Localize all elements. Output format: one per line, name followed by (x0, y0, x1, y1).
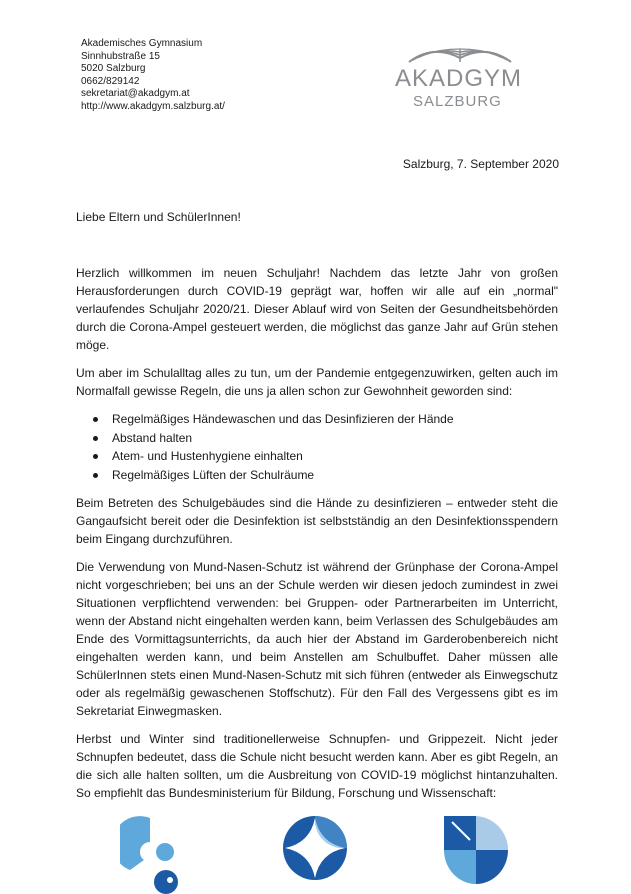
list-item: Regelmäßiges Händewaschen und das Desinfizieren der Hände (76, 410, 558, 429)
list-item: Regelmäßiges Lüften der Schulräume (76, 466, 558, 485)
cough-hygiene-icon (440, 810, 510, 894)
sender-line: Sinnhubstraße 15 (81, 50, 160, 62)
list-item: Abstand halten (76, 429, 558, 448)
salutation: Liebe Eltern und SchülerInnen! (76, 210, 241, 224)
hand-washing-icon (120, 810, 190, 894)
hygiene-icons (120, 810, 540, 894)
rules-list (76, 410, 558, 484)
sender-line: 5020 Salzburg (81, 63, 146, 75)
distance-star-icon (280, 810, 350, 894)
letter-body (76, 264, 558, 812)
letter-date: Salzburg, 7. September 2020 (402, 157, 559, 171)
logo-city: SALZBURG (413, 93, 502, 110)
sender-email: sekretariat@akadgym.at (81, 88, 190, 100)
list-item: Atem- und Hustenhygiene einhalten (76, 447, 558, 466)
sender-address (81, 38, 225, 114)
paragraph-cold-season: Herbst und Winter sind traditionellerweise Schnupfen- und Grippezeit. Nicht jeder Schnupfen bedeutet, dass die Schule nicht besucht werden kann. Aber es gibt Regeln, an die sich alle halten sollten, um die Ausbreitung von COVID-19 möglichst hintanzuhalten. So empfiehlt das Bundesministerium für Bildung, Forschung und Wissenschaft: (76, 732, 558, 800)
school-logo (395, 40, 545, 115)
open-book-icon (405, 40, 515, 66)
paragraph-welcome: Herzlich willkommen im neuen Schuljahr! Nachdem das letzte Jahr von großen Herausforderungen durch COVID-19 geprägt war, hoffen wir alle auf ein „normal" verlaufendes Schuljahr 2020/21. Dieser Ablauf wird von Seiten der Gesundheitsbehörden durch die Corona-Ampel gesteuert werden, die möglichst das ganze Jahr auf Grün stehen möge. (76, 266, 558, 352)
paragraph-mask: Die Verwendung von Mund-Nasen-Schutz ist während der Grünphase der Corona-Ampel nicht vorgeschrieben; bei uns an der Schule werden wir diesen jedoch zumindest in zwei Situationen verpflichtend verwenden: bei Gruppen- oder Partnerarbeiten im Unterricht, wenn der Abstand nicht eingehalten werden kann, beim Verlassen des Schulgebäudes am Ende des Vormittagsunterrichts, da auch hier der Abstand im Garderobenbereich nicht eingehalten werden kann, und beim Anstellen am Schulbuffet. Daher müssen alle SchülerInnen stets einen Mund-Nasen-Schutz mit sich führen (entweder als Einwegschutz oder als regelmäßig gewaschenen Stoffschutz). Für den Fall des Vergessens gibt es im Sekretariat Einwegmasken. (76, 560, 558, 718)
sender-line: Akademisches Gymnasium (81, 38, 203, 49)
paragraph-rules-intro: Um aber im Schulalltag alles zu tun, um der Pandemie entgegenzuwirken, gelten auch im Normalfall gewisse Regeln, die uns ja allen schon zur Gewohnheit geworden sind: (76, 366, 558, 398)
sender-line: 0662/829142 (81, 75, 140, 87)
sender-website: http://www.akadgym.salzburg.at/ (81, 100, 225, 112)
paragraph-disinfection: Beim Betreten des Schulgebäudes sind die Hände zu desinfizieren – entweder steht die Gangaufsicht bereit oder die Desinfektion ist selbstständig an den Desinfektionsspendern beim Eingang durchzuführen. (76, 496, 558, 546)
logo-brand: AKADGYM (395, 65, 523, 92)
